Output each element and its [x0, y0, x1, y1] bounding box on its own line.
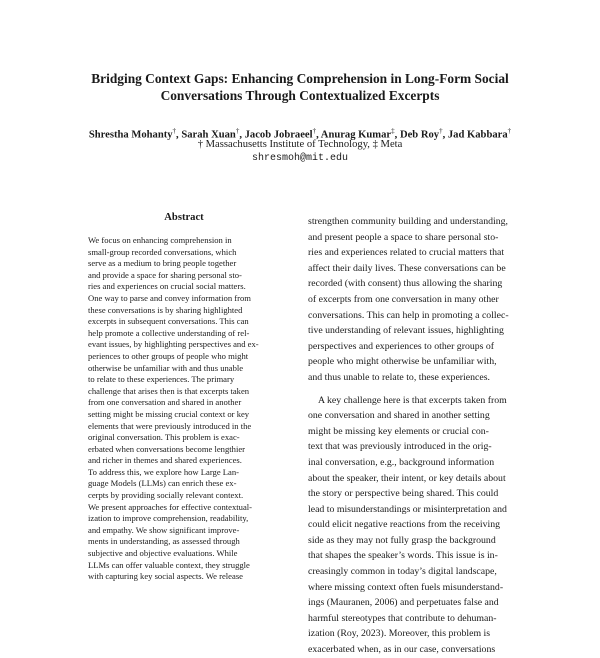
text-line: LLMs can offer valuable context, they struggle: [88, 559, 250, 570]
text-line: to relate to these experiences. The primary: [88, 374, 235, 385]
text-line: of excerpts from one conversation in many other: [308, 293, 499, 305]
text-line: tive understanding of relevant issues, highlighting: [308, 325, 504, 337]
text-line: text that was previously introduced in the orig-: [308, 441, 492, 453]
text-line: inal conversation, e.g., background information: [308, 456, 495, 468]
text-line: and richer in themes and shared experiences.: [88, 455, 242, 466]
text-line: guage Models (LLMs) can enrich these ex-: [88, 478, 237, 489]
text-line: To address this, we explore how Large Lan-: [88, 466, 240, 477]
text-line: and present people a space to share personal sto-: [308, 231, 499, 243]
text-line: side as they may not fully grasp the background: [308, 534, 496, 546]
text-line: people who might otherwise be unfamiliar with,: [308, 356, 497, 368]
paper-title: [40, 70, 560, 104]
body-paragraph: [308, 214, 532, 386]
text-line: help promote a collective understanding of rel-: [88, 327, 250, 338]
text-line: that shapes the speaker’s words. This issue is in-: [308, 550, 498, 562]
text-line: serve as a medium to bring people together: [88, 258, 237, 269]
text-line: harmful stereotypes that contribute to dehuman-: [308, 612, 497, 624]
affiliation: † Massachusetts Institute of Technology, ‡ Meta: [197, 139, 403, 150]
abstract-body: [88, 235, 280, 583]
text-line: these conversations is by sharing highlighted: [88, 304, 243, 315]
text-line: perspectives and experiences to other groups of: [308, 340, 495, 352]
text-line: strengthen community building and understanding,: [308, 216, 508, 227]
text-line: recorded (with consent) thus allowing the sharing: [308, 278, 503, 290]
text-line: original conversation. This problem is exac-: [88, 432, 240, 443]
text-line: ization to improve comprehension, readability,: [88, 513, 249, 524]
author-name: Jad Kabbara: [447, 129, 508, 141]
text-line: and empathy. We show significant improve-: [88, 524, 240, 535]
text-line: ries and experiences on crucial social matters.: [88, 281, 246, 292]
text-line: might be missing key elements or crucial con-: [308, 425, 489, 437]
author-mark: †: [172, 127, 177, 135]
text-line: setting might be missing crucial context or key: [88, 408, 250, 419]
author-name: Deb Roy: [399, 129, 440, 141]
text-line: the story or perspective being shared. This could: [308, 488, 499, 500]
author-name: Anurag Kumar: [320, 129, 392, 141]
text-line: evant issues, by highlighting perspectives and ex-: [88, 339, 259, 350]
abstract-heading: Abstract: [164, 212, 204, 223]
text-line: one conversation and shared in another setting: [308, 410, 490, 422]
text-line: One way to parse and convey information from: [88, 292, 251, 303]
author-list: Shrestha Mohanty†, Sarah Xuan†, Jacob Jobraeel†, Anurag Kumar‡, Deb Roy†, Jad Kabbara†: [88, 127, 512, 141]
author-name: Shrestha Mohanty: [88, 129, 173, 141]
text-line: periences to other groups of people who might: [88, 350, 249, 361]
text-line: We present approaches for effective contextual-: [88, 501, 253, 512]
text-line: conversations. This can help in promoting a collec-: [308, 309, 509, 321]
author-name: Jacob Jobraeel: [244, 129, 313, 141]
text-line: exacerbated when, as in our case, conversations: [308, 644, 496, 656]
author-mark: †: [235, 127, 240, 135]
text-line: lead to misunderstandings or misinterpretation and: [308, 503, 507, 515]
text-line: We focus on enhancing comprehension in: [88, 235, 232, 245]
text-line: with capturing key social aspects. We release: [88, 571, 243, 582]
author-mark: †: [507, 127, 512, 135]
text-line: A key challenge here is that excerpts taken from: [318, 394, 507, 406]
text-line: ries and experiences related to crucial matters that: [308, 247, 505, 259]
intro-body: [308, 214, 532, 658]
text-line: ments in understanding, as assessed through: [88, 536, 240, 547]
title-line: Bridging Context Gaps: Enhancing Comprehension in Long-Form Social: [91, 71, 509, 86]
text-line: erbated when conversations become lengthier: [88, 443, 246, 454]
body-paragraph: [308, 393, 532, 658]
text-line: could elicit negative reactions from the receiving: [308, 519, 501, 531]
text-line: small-group recorded conversations, which: [88, 246, 237, 257]
text-line: otherwise be unfamiliar with and thus unable: [88, 362, 244, 373]
author-name: Sarah Xuan: [181, 129, 236, 141]
text-line: challenge that arises then is that excerpts taken: [88, 385, 250, 396]
author-mark: †: [312, 127, 317, 135]
text-line: cerpts by providing socially relevant context.: [88, 490, 244, 501]
text-line: subjective and objective evaluations. While: [88, 548, 238, 559]
text-line: about the speaker, their intent, or key details about: [308, 472, 506, 484]
text-line: and thus unable to relate to, these experiences.: [308, 371, 490, 383]
contact-email: shresmoh@mit.edu: [251, 153, 348, 164]
author-mark: ‡: [391, 127, 395, 135]
text-line: affect their daily lives. These conversations can be: [308, 262, 506, 274]
author-mark: †: [439, 127, 443, 135]
title-line: Conversations Through Contextualized Excerpts: [160, 88, 440, 103]
text-line: ings (Mauranen, 2006) and perpetuates false and: [308, 597, 499, 609]
text-line: and provide a space for sharing personal sto-: [88, 269, 242, 280]
text-line: from one conversation and shared in another: [88, 397, 242, 408]
text-line: where missing context often fuels misunderstand-: [308, 581, 504, 593]
text-line: elements that were previously introduced in the: [88, 420, 252, 431]
text-line: creasingly common in today’s digital landscape,: [308, 566, 497, 578]
text-line: excerpts in subsequent conversations. This can: [88, 316, 249, 327]
text-line: ization (Roy, 2023). Moreover, this problem is: [308, 628, 491, 640]
